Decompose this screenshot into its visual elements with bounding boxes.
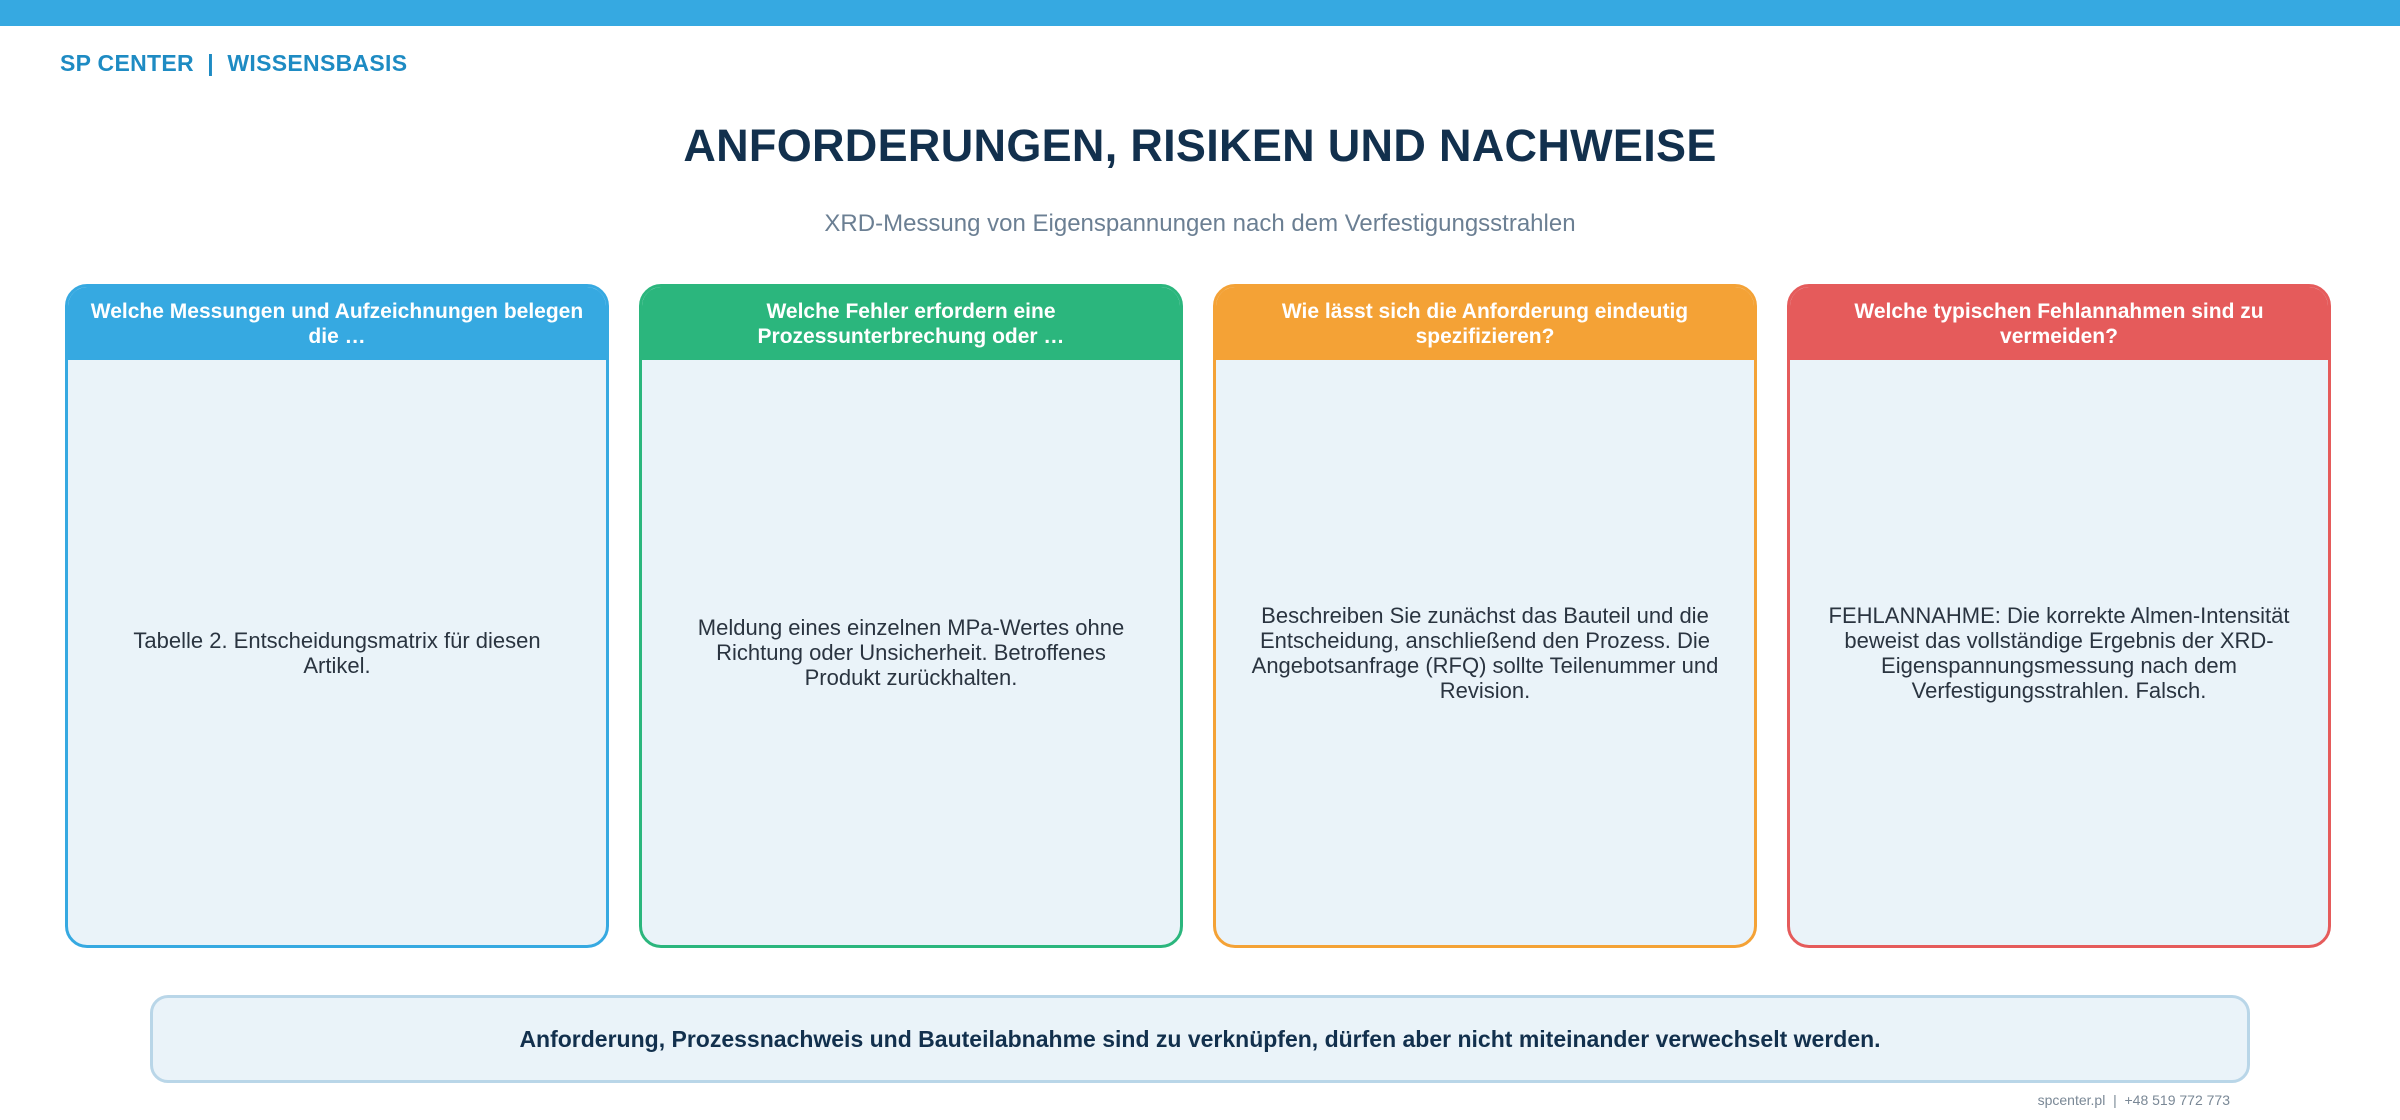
footer-contact: spcenter.pl | +48 519 772 773 <box>2037 1092 2230 1108</box>
card-misconceptions <box>1787 284 2331 948</box>
card-errors-heading: Welche Fehler erfordern eine Prozessunterbrechung oder … <box>642 287 1180 360</box>
card-specification-heading: Wie lässt sich die Anforderung eindeutig spezifizieren? <box>1216 287 1754 360</box>
card-evidence <box>65 284 609 948</box>
page-title: ANFORDERUNGEN, RISIKEN UND NACHWEISE <box>683 120 1717 171</box>
card-errors-body: Meldung eines einzelnen MPa-Wertes ohne Richtung oder Unsicherheit. Betroffenes Produkt zurückhalten. <box>697 615 1125 690</box>
top-accent-bar <box>0 0 2400 26</box>
card-errors <box>639 284 1183 948</box>
card-misconceptions-heading: Welche typischen Fehlannahmen sind zu vermeiden? <box>1790 287 2328 360</box>
brand-label: SP CENTER | WISSENSBASIS <box>60 50 408 76</box>
card-specification-body: Beschreiben Sie zunächst das Bauteil und die Entscheidung, anschließend den Prozess. Die Angebotsanfrage (RFQ) sollte Teilenummer und Revision. <box>1251 602 1719 703</box>
card-evidence-body: Tabelle 2. Entscheidungsmatrix für diesen Artikel. <box>133 627 541 678</box>
card-misconceptions-body: FEHLANNAHME: Die korrekte Almen-Intensität beweist das vollständige Ergebnis der XRD-Eigenspannungsmessung nach dem Verfestigungsstrahlen. Falsch. <box>1828 602 2290 703</box>
card-specification <box>1213 284 1757 948</box>
summary-banner: Anforderung, Prozessnachweis und Bauteilabnahme sind zu verknüpfen, dürfen aber nicht miteinander verwechselt werden. <box>150 995 2250 1083</box>
card-evidence-heading: Welche Messungen und Aufzeichnungen belegen die … <box>68 287 606 360</box>
page-subtitle: XRD-Messung von Eigenspannungen nach dem Verfestigungsstrahlen <box>824 210 1576 237</box>
